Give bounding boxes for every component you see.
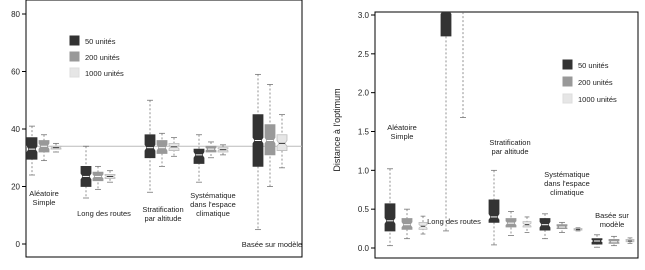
group-label: climatique [196, 209, 230, 218]
y-tick-label: 2.5 [357, 49, 369, 59]
y-tick-label: 0 [15, 240, 20, 249]
legend-label: 50 unités [578, 61, 609, 70]
y-tick-label: 0.5 [357, 205, 369, 215]
legend-label: 200 unités [85, 53, 120, 62]
group-label: Basée sur [595, 211, 629, 220]
legend-swatch [563, 60, 572, 69]
legend-label: 1000 unités [578, 95, 617, 104]
y-tick-label: 0.0 [357, 244, 369, 253]
y-tick-label: 1.5 [357, 127, 369, 137]
group-label: modèle [599, 220, 625, 229]
legend-label: 1000 unités [85, 69, 124, 78]
legend-swatch [563, 94, 572, 103]
panel-right [332, 0, 638, 258]
group-label: dans l'espace [190, 200, 236, 209]
box [194, 149, 204, 163]
box [265, 125, 275, 155]
legend-swatch [563, 77, 572, 86]
group-label: Systématique [190, 191, 236, 200]
group-label: Systématique [544, 170, 590, 179]
y-tick-label: 80 [11, 10, 20, 19]
legend-swatch [70, 52, 79, 61]
group-label: dans l'espace [544, 179, 590, 188]
group-label: par altitude [144, 214, 182, 223]
group-label: par altitude [491, 147, 529, 156]
group-label: Stratification [489, 138, 531, 147]
box [145, 135, 155, 158]
legend [563, 60, 617, 104]
y-tick-label: 40 [11, 125, 20, 134]
y-tick-label: 1.0 [357, 166, 369, 176]
y-tick-label: 3.0 [357, 11, 369, 20]
group-label: Aléatoire [29, 189, 59, 198]
box [157, 141, 167, 154]
group-label: climatique [550, 188, 584, 197]
group-label: Aléatoire [387, 123, 417, 132]
panel-left [11, 0, 302, 257]
box [277, 135, 287, 151]
y-tick-label: 2.0 [357, 88, 369, 98]
legend-swatch [70, 68, 79, 77]
group-label: Stratification [142, 205, 184, 214]
group-label: Basée sur modèle [241, 240, 303, 249]
y-axis-label: Distance à l'optimum [332, 88, 342, 172]
legend-swatch [70, 36, 79, 45]
legend [70, 36, 124, 78]
group-label: Long des routes [427, 217, 481, 226]
y-tick-label: 60 [11, 67, 20, 77]
y-tick-label: 20 [11, 182, 20, 192]
legend-label: 200 unités [578, 78, 613, 87]
box [441, 0, 451, 36]
legend-label: 50 unités [85, 37, 116, 46]
box [402, 218, 412, 229]
box [27, 138, 37, 160]
group-label: Simple [390, 132, 414, 141]
group-label: Long des routes [77, 209, 131, 218]
box [489, 200, 499, 223]
group-label: Simple [32, 198, 56, 207]
box [385, 204, 395, 231]
